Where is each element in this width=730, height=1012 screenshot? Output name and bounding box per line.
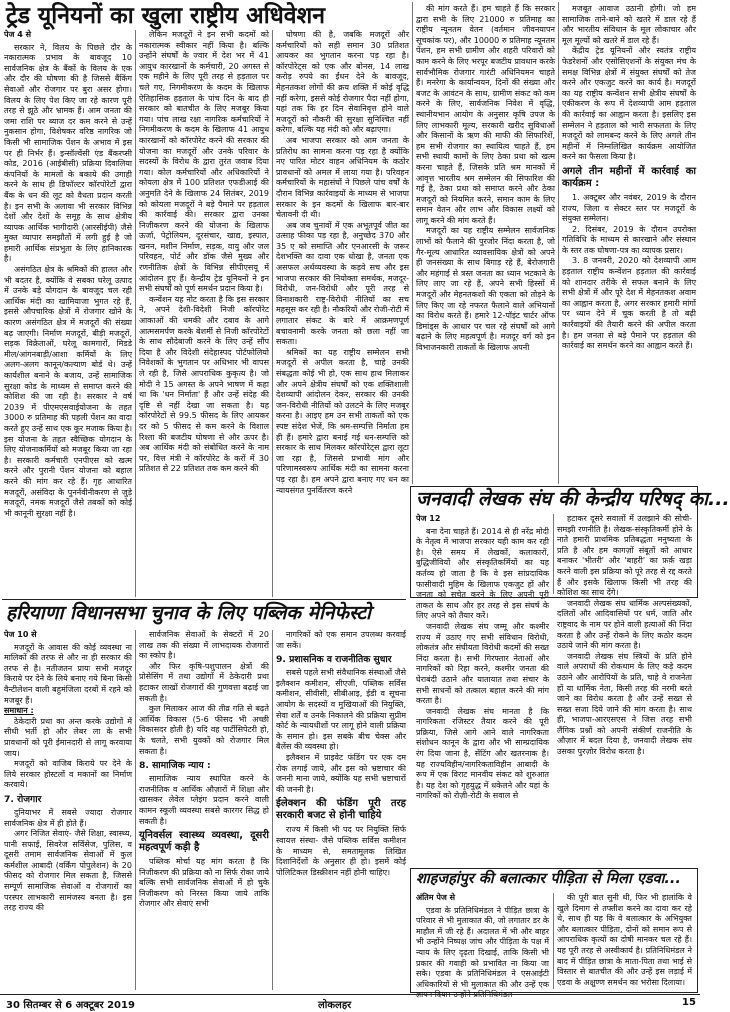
article3-c2-p2: और फिर कृषि-पशुपालन क्षेत्रों की प्रोसेसिंग में तथा उद्योगों में ठेकेदारी प्रथा हटाकर लाखों रोजगारों की गुणवत्ता बढ़ाई जा सकती है। <box>139 661 269 703</box>
article1-c3-p3: अब जब चुनावों में एक अभूतपूर्व जीत का उत्साह फीका पड़ रहा है, अनुच्छेद 370 और 35 ए को समाप्ति और एनआरसी के जरूर देशभक्ति का दावा एक धोखा है, जनता एक असफल अर्थव्यवस्था के कड़वे सच और इस भाजपा सरकार की नियोक्ता समर्थक, मजदूर-विरोधी, जन-विरोधी और पूरी तरह से विनाशकारी राष्ट्र-विरोधी नीतियों का सच महसूस कर रही है। नौकरियों और रोजी-रोटी में लगातार संकट के बारे में आक्रमणपूर्ण बचावनामी करके जनता को छला नहीं जा सकता। <box>276 220 409 347</box>
article2-c2-p2: जनवादी लेखक संघ धार्मिक अल्पसंख्यकों, दलितों और आदिवासियों पर धर्म, जाति और राष्ट्रवाद के नाम पर होने वाली हत्याओं की निंदा करता है और उन्हें रोकने के लिए कठोर कदम उठाये जाने की मांग करता है। <box>557 598 692 651</box>
article2-column-2 <box>557 514 692 757</box>
article1-column-5 <box>562 4 696 482</box>
footer-masthead: लोकलहर <box>318 1000 352 1011</box>
article2-column-1 <box>416 514 549 801</box>
article3-column-1 <box>4 630 132 990</box>
article3-c2-p4: सामाजिक न्याय स्थापित करने के राजनीतिक व आर्थिक औज़ारों में शिक्षा और खासकर लेवेल प्लेइंग प्रदान करने वाली कामन स्कूली व्यवस्था सबसे कारगर सिद्ध हो सकती है। <box>139 774 269 826</box>
article1-c2-p1: लेकिन मजदूरों ने इन सभी कदमों को नकारात्मक स्वीकार नहीं किया है। बल्कि उन्होंने संघर्षों के ज्वार में देश भर में 41 आयुध कारखानों के कर्मचारी, 20 अगस्त से एक महीने के लिए पूरी तरह से हड़ताल पर चले गए, निगमीकरण के कदम के खिलाफ ऐतिहासिक हड़ताल के पांच दिन के बाद ही सरकार को बातचीत के लिए मजबूर किया गया। पांच लाख रक्षा नागरिक कर्मचारियों ने निगमीकरण के कदम के खिलाफ 41 आयुध कारखानों को कॉरपोरेट करने की सरकार की योजना का मजदूरों और उनके परिवार के सदस्यों के विरोध के द्वारा तुरंत जवाब दिया गया। कोल कर्मचारियों और अधिकारियों ने कोयला क्षेत्र में 100 प्रतिशत एफडीआई की अनुमति देने के खिलाफ 24 सितंबर, 2019 को कोयला मजदूरों ने बड़े पैमाने पर हड़ताल की कार्रवाई की। सरकार द्वारा उनका निजीकरण करने की योजना के खिलाफ ऊर्जा, पेट्रोलियम, दूरसंचार, खाद्य, इस्पात, खनन, मशीन निर्माण, सड़क, वायु और जल परिवहन, पोर्ट और डॉक जैसे मुख्य और रणनीतिक क्षेत्रों के विभिन्न सीपीएसयू में आंदोलन हुए हैं। केन्द्रीय ट्रेड यूनियनों ने इन सभी संघर्षों को पूर्ण समर्थन प्रदान किया है। <box>139 30 269 294</box>
article3-c1-subhead-2: 7. रोजगार <box>4 793 42 805</box>
article3-headline: हरियाणा विधानसभा चुनाव के लिए पब्लिक मेनिफेस्टो <box>6 602 371 624</box>
footer-date: 30 सितम्बर से 6 अक्टूबर 2019 <box>6 1000 135 1011</box>
page-footer <box>0 994 700 1012</box>
article1-c3-p1: घोषणा की है, जबकि मजदूरों और कर्मचारियों को सही समान 30 प्रतिशत आयकर का भुगतान करना पड़ रहा है। कॉरपोरेट्स को एक और बोनस, 14 लाख करोड़ रुपये का ईंधन देने के बावजूद, मेहनतकश लोगों की क्रय शक्ति में कोई वृद्धि नहीं करेगा, इससे कोई रोजगार पैदा नहीं होगा, यहां तक कि हर दिन सेवानिवृत्त होने वाले मजदूरों को नौकरी की सुरक्षा सुनिश्चित नहीं करेगा, बल्कि यह मंदी को और बढ़ाएगा। <box>276 30 409 135</box>
article3-column-3 <box>276 630 406 990</box>
column-divider <box>412 2 413 484</box>
article1-c2-p2: कन्वेंशन यह नोट करता है कि इस सरकार ने, अपने देशी-विदेशी निजी कॉरपोरेट आकाओं की धमकी और दबाव के आगे आत्मसमर्पण करके बेशर्मी से निजी कॉरपोरेटों के साथ सौदेबाजी करने के लिए उन्हें सौंप दिया है और विदेशी संदेहास्पद पोर्टफोलियो निवेशकों के भुगतान पर अधिभार भी वापस ले रही है, जिसे आपराधिक कुकृत्य है। जो मोदी ने 15 अगस्त के अपने भाषण में कहा था कि 'धन निर्माता' हैं और उन्हें संदेह की दृष्टि से नहीं देखा जा सकता है। यह कॉरपोरेटों से 99.5 फीसद के लिए आयकर दर को 5 फीसद से कम करने के विशाल रिश्ता की बजटीय घोषणा से और ऊपर है। अब आर्थिक मंदी को संबोधित करने के नाम पर, वित्त मंत्री ने कॉरपोरेट के करों में 30 प्रतिशत से 22 प्रतिशत तक कम करने की <box>139 294 269 474</box>
article1-column-2 <box>139 30 269 597</box>
article3-c1-p5: अगर निजित सेवाएं- जैसे शिक्षा, स्वास्थ्य, पानी सफाई, सिवरेज सर्विसेज, पुलिस, व दूसरी तमाम सार्वजनिक सेवाओं में कुल कर्मशील आबादी (वर्किंग पोपुलेशन) के 20 फीसद को रोजगार मिल सकता है, जिससे सम्पूर्ण सामाजिक सेवाओं व रोजगारों का परस्पर लाभकारी सामंजस्य बनता है। इस तरह राज्य की <box>4 829 132 913</box>
article3-c2-kicker: यूनिवर्सल स्वास्थ्य व्यवस्था, दूसरी महत्वपूर्ण कड़ी है <box>139 830 269 854</box>
article4-headline: शाहजहांपुर की बलात्कार पीड़िता से मिला एडवा... <box>416 871 681 887</box>
article2-c2-p3: जनवादी लेखक संघ स्त्रियों के प्रति होने वाले अपराधों की रोकथाम के लिए कड़े कदम उठाने और आरोपियों के प्रति, चाहे वे राजनेता हों या धार्मिक नेता, किसी तरह की नरमी बरते जाने का विरोध करता है और उन्हें सख्त से सख्त सजा दिये जाने की मांग करता है। साथ ही, भाजपा-आरएसएस ने जिस तरह सभी लैंगिक प्रश्नों को अपनी संकीर्ण राजनीति के औज़ार में बदल दिया है, जनवादी लेखक संघ उसका पुरज़ोर विरोध करता है। <box>557 651 692 757</box>
footer-page-number: 15 <box>682 997 696 1008</box>
article1-c5-p1: मजबूत आवाज उठानी होगी। जो हम सामाजिक ताने-बाने को खतरे में डाल रहे हैं और भारतीय संविधान के मूल लोकाचार और मूल मूल्यों को खतरे में डाल रहे हैं। <box>562 4 696 45</box>
article1-column-3 <box>276 30 409 597</box>
article3-dateline: पेज 10 से <box>4 630 37 639</box>
article3-c3-kicker: ईलेक्शन की फंडिंग पूरी तरह सरकारी बजट से होनी चाहिये <box>276 798 406 822</box>
article1-column-4 <box>416 4 555 482</box>
article4-c2-p1: की पूरी बात सुनी थी, फिर भी हालांकि वे खुले दिमाग से तफ्तीश करने का दावा कर रहे थे, साथ ही यह कि वे बलात्कार के अभियुक्त और बलात्कार पीड़िता, दोनों को समान रूप से आपराधिक कृत्यों का दोषी मानकर चल रहे हैं। यह पूरी तरह से अस्वीकार्य है। प्रतिनिधिमंडल ने बाद में पीड़ित छात्रा के माता-पिता तथा भाई से विस्तार से बातचीत की और उन्हें इस लड़ाई में एडवा के अक्षुण्ण समर्थन का भरोसा दिलाया। <box>557 893 692 987</box>
article3-c3-p1: नागरिकों को एक समान उपलब्ध करवाई जा सकें। <box>276 630 406 650</box>
column-divider <box>558 2 559 484</box>
programme-heading: अगले तीन महीनों में कार्रवाई का कार्यक्रम : <box>562 165 696 189</box>
article1-c3-p2: अब भाजपा सरकार को आम जनता के प्रतिरोध का सामना करना पड़ रहा है क्योंकि नए पारित मोटर वाहन अधिनियम के कठोर प्रावधानों को अमल में लाया गया है। परिवहन कर्मचारियों के महासंघों ने पिछले पांच वर्षों के दौरान विभिन्न कार्रवाइयों के माध्यम से भाजपा सरकार के इन कदमों के खिलाफ बार-बार चेतावनी दी थी। <box>276 135 409 220</box>
article2-headline: जनवादी लेखक संघ की केन्द्रीय परिषद् का... <box>416 488 730 510</box>
article1-c4-p2: मजदूरों का यह राष्ट्रीय सम्मेलन सार्वजनिक लाभों को फैलाने की पुरजोर निंदा करता है, जो गैर-मूल्य आधारित व्यावसायिक क्षेत्रों को अपने ही जनसंख्या के साथ बिगाड़ रहे हैं, बेरोजगारी और महंगाई से त्रस्त जनता का ध्यान भटकाने के लिए लाए जा रहे हैं, अपने सभी हिस्सों में मजदूरों और मेहनतकशों की एकता को तोड़ने के लिए किए जा रहे नफरत फैलाने वाले अभियानों का विरोध करते हैं। हमारे 12-पॉइंट चार्टर ऑफ डिमांड्स के आधार पर चल रहे संघर्षों को आगे बढ़ाने के लिए महत्वपूर्ण है। मजदूर वर्ग को इन विभाजनकारी ताकतों के खिलाफ अपनी <box>416 226 555 352</box>
programme-item-2: 2. दिसंबर, 2019 के दौरान उपरोक्त गतिविधि के माध्यम से कारखाने और संस्थान के स्तर तक घोषणा-पत्र का व्यापक प्रसार। <box>562 224 696 255</box>
article3-c3-p4: राज्य में किसी भी पद पर नियुक्ति सिर्फ स्वायत्त संस्था- जैसे पब्लिक सर्विस कमीशन के माध्यम से, समतामूलक लिखित दिशानिर्देशों के अनुसार ही हो। इसमें कोई पोलिटिकल डिस्क्रीशन नहीं होनी चाहिए। <box>276 825 406 877</box>
column-divider <box>553 893 554 989</box>
programme-item-3: 3. 8 जनवरी, 2020 को देशव्यापी आम हड़ताल राष्ट्रीय कन्वेंशन हड़ताल की कार्रवाई को शानदार तरीके से सफल बनाने के लिए सभी क्षेत्रों में और पूरे देश में मेहनतकश अवाम का आह्वान करता है, अगर सरकार हमारी मांगों पर ध्यान देने में चूक करती है तो बढ़ी कार्रवाइयों की तैयारी करने की अपील करता है। हम जनता से बड़े पैमाने पर हड़ताल की कार्रवाई का समर्थन करने का आह्वान करते हैं। <box>562 256 696 351</box>
article3-c3-p2: सबसे पहले सभी संवैधानिक संस्थाओं जैसे इलैक्शन कमीशन, सीएजी, पब्लिक सर्विस कमीशन, सीवीसी, सीबीआइ, ईडी व सूचना आयोग के सदस्यों व मुखियाओं की नियुक्ति, सेवा शर्तें व उनके निकालने की प्रक्रिया सुप्रीम कोर्ट के न्यायधीशों पर लागू होने वाली प्रक्रिया के समान हो। इस सबके बीच चेक्स और बैलेंस की व्यवस्था हो। <box>276 668 406 752</box>
article3-c2-p1: सार्वजनिक सेवाओं के सेक्टरों में 20 लाख तक की संख्या में लाभदायक रोजगारों का स्कोप है। <box>139 630 269 661</box>
column-divider <box>135 630 136 990</box>
programme-item-1: 1. अक्टूबर और नवंबर, 2019 के दौरान राज्य, जिला व सेक्टर स्तर पर मजदूरों के संयुक्त सम्मेलन। <box>562 192 696 224</box>
article1-c4-p1: की मांग करते हैं। हम चाहते हैं कि सरकार द्वारा सभी के लिए 21000 रु प्रतिमाह का राष्ट्रीय न्यूनतम वेतन (वर्तमान जीवनयापन सूचकांक पर), और 10000 रु प्रतिमाह न्यूनतम पेंशन, हम सभी ग्रामीण और शहरी परिवारों को काम करने के लिए भरपूर बजटीय प्रावधान करके सार्वभौमिक रोजगार गारंटी अधिनियमन चाहते हैं। मनरेगा के कार्यान्वयन, दिनों की संख्या और बजट के आवंटन के साथ, ग्रामीण संकट को कम करने के लिए, सार्वजनिक निवेश में वृद्धि, स्थानीयभान आयोग के अनुसार कृषि उपज के लिए लाभकारी मूल्य, सरकारी खरीद सुविधाओं और किसानों के ऋण की माफी की सिफारिशें, हम सभी रोजगार का स्थायित्व चाहते हैं, हम सभी स्थायी कामों के लिए ठेका प्रथा को खत्म करना चाहते हैं, जिसके प्रति श्रम मानकों में आवृत्त भारतीय श्रम सम्मेलन की सिफारिश की गई है, ठेका प्रथा को समाप्त करने और ठेका मजदूरों को नियमित करने, समान काम के लिए समान वेतन और लाभ और विकास लक्ष्यों को लागू करने की मांग करते हैं। <box>416 4 555 225</box>
article2-c1-p1: बना देना चाहते हैं। 2014 से ही नरेंद्र मोदी के नेतृत्व में भाजपा सरकार यही काम कर रही है। ऐसे समय में लेखकों, कलाकारों, बुद्धिजीवियों और संस्कृतिकर्मियों का यह कर्तव्य हो जाता है कि वे इस सांप्रदायिक फासीवादी मुहिम के खिलाफ एकजुट हों और जनता को सचेत करने के लिए अपनी पूरी ताकत के साथ और हर तरह से इस संघर्ष के लिए अपने को तैयार करें। <box>416 526 549 621</box>
article4-column-1 <box>416 893 549 1000</box>
article1-headline: ट्रेड यूनियनों का खुला राष्ट्रीय अधिवेशन <box>6 3 326 29</box>
article3-column-2 <box>139 630 269 990</box>
article1-column-1 <box>4 30 132 597</box>
article1-c5-p2: केंद्रीय ट्रेड यूनियनों और स्वतंत्र राष्ट्रीय फेडरेशनों और एसोसिएशनों के संयुक्त मंच के समक्ष विभिन्न क्षेत्रों में संयुक्त संघर्षों को तेज करने और एकजुट करने का कार्य है। मजदूरों का यह राष्ट्रीय कन्वेंशन सभी क्षेत्रीय संघर्षों के एकीकरण के रूप में देशव्यापी आम हड़ताल की कार्रवाई का आह्वान करता है। इसलिए इस सम्मेलन ने हड़ताल को भारी सफलता के लिए मजदूरों को लामबन्द करने के लिए अगले तीन महीनों में निम्नलिखित कार्यक्रम आयोजित करने का फैसला किया है। <box>562 46 696 162</box>
section-divider <box>2 599 406 600</box>
article3-c2-p3: कुल मिलाकर आज की तीव्र गति से बढ़ते आर्थिक विकास (5-6 फीसद भी अच्छी विकासदर होती है) यदि वह पार्टीसिपेटरी हो, के चलते, सभी युवकों को रोजगार मिल सकता है। <box>139 704 269 756</box>
article4-column-2 <box>557 893 692 989</box>
article1-c1-p2: असंगठित क्षेत्र के श्रमिकों की हालत और भी बदतर है, क्योंकि वे सबका घरेलू उत्पाद में उनके बड़े योगदान के बावजूद चल रही आर्थिक मंदी का खामियाजा भुगत रहे हैं, इससे औपचारिक क्षेत्रों में रोजगार खोने के कारण असंगठित क्षेत्र में मजदूरों की संख्या बढ़ जाएगी। निर्माण मजदूरों, बीड़ी मजदूरों, सड़क विक्रेताओं, घरेलू कामगारों, मिडडे मील/आंगनबाड़ी/आशा कर्मियों के लिए अलग-अलग कानून/कल्याण बोर्ड थे। उन्हें कार्यशील बनाने के बजाय, उन्हें सामाजिक सुरक्षा कोड के माध्यम से समाप्त करने की कोशिश की जा रही है। सरकार ने वर्ष 2039 में पीएमएसवाईयोजना के तहत 3000 रु प्रतिमाह की पहली पेंशन का वादा करते हुए उन्हें साथ एक कूर मजाक किया है। इस योजना के तहत स्वैच्छिक योगदान के लिए योजनाकर्मियों को मजबूर किया जा रहा है। सरकारी कर्मचारी एनपीएस को खत्म करने और पुरानी पेंशन योजना को बहाल करने की मांग कर रहे हैं। गृह आधारित मजदूरों, असंविदा के पुनर्नवीनीकरण से जुड़े मजदूरों, नमक मजदूरों जैसे तबकों को कोई भी कानूनी सुरक्षा नहीं है। <box>4 265 132 518</box>
article1-c3-p4: श्रमिकों का यह राष्ट्रीय सम्मेलन सभी मजदूरों से अपील करता है, चाहे उनकी संबद्धता कोई भी हो, एक साथ हाथ मिलाकर और अपने क्षेत्रीय संघर्षों को एक शक्तिशाली देशव्यापी आंदोलन देकर, सरकार की उनकी जन-विरोधी नीतियों को उलटने के लिए मजबूर करना है। आइए हम उन सभी ताकतों को एक स्पष्ट संदेश भेजें, कि श्रम-सम्पत्ति निर्माता हम ही हैं। हमारे द्वारा बनाई गई धन-सम्पत्ति को सरकार के साथ मिलकर कॉरपोरेट्स द्वारा लूटा जा रहा है, जिससे प्रभावी मांग और परिणामस्वरूप आर्थिक मंदी का सामना करना पड़ रहा है। हम अपने द्वारा बनाए गए धन का न्यायसंगत पुनर्वितरण करने <box>276 347 409 495</box>
article3-c2-p5: पब्लिक मोर्चा यह मांग करता है कि निजीकरण की प्रक्रिया को ना सिर्फ रोका जाये बल्कि सभी सार्वजनिक सेवाओं में हो चुके निजीकरण को निरस्त किया जाये ताकि रोजगार और सेवाएं सभी <box>139 857 269 909</box>
article3-c1-p1: मजदूरों के आवास की कोई व्यवस्था ना मालिकों की तरफ से और ना ही सरकार की तरफ से है। नतीजतन प्रायः सभी मजदूर किराये पर देने के लिये बनाए गये बिना किसी वैन्टीलेशन वाली बहुमंजिला दरबों में रहने को मजबूर हैं। <box>4 642 132 705</box>
article2-c1-p2: जनवादी लेखक संघ जम्मू और कश्मीर राज्य में उठाए गए सभी संविधान विरोधी, लोकतंत्र और संघीयता विरोधी कदमों की सख्त निंदा करता है। सभी गिरफ्तार नेताओं और नागरिकों को रिहा करने, कश्मीर जनता की घेराबंदी उठाने और यातायात तथा संचार के सभी साधनों को तत्काल बहाल करने की मांग करता है। <box>416 621 549 706</box>
article2-c2-p1: हटाकर दूसरे सवालों में उलझाने की सोची-समझी रणनीति है। लेखक-संस्कृतिकर्मी होने के नाते हमारी प्राथमिक प्रतिबद्धता मनुष्यता के प्रति है और हम कागज़ों संबूतों को आधार बनाकर 'भीतरी' और 'बाहरी' का फ़र्क़ खड़ा करने वाली इस प्रक्रिया को पूरे तरह से रद्द करते हैं और इसके खिलाफ किसी भी तरह की कोशिश का साथ देंगे। <box>557 514 692 598</box>
article3-c2-subhead: 8. सामाजिक न्याय : <box>139 760 211 772</box>
article3-c3-p3: इलैक्शन में प्राइवेट फंडिंग पर एक दम रोक लगाई जाये, और इस को भ्रष्टाचार की जननी माना जाये, क्योंकि यह सभी भ्रष्टाचारों की जननी है। <box>276 752 406 794</box>
column-divider <box>135 30 136 597</box>
column-divider <box>272 30 273 597</box>
article1-c1-p1: सरकार ने, विलय के पिछले दौर के नकारात्मक प्रभाव के बावजूद 10 सार्वजनिक क्षेत्र के बैंकों के विलय के एक और दौर की घोषणा की है जिससे बैंकिंग सेवाओं और रोजगार पर बुरा असर होगा। विलय के लिए पेश किए जा रहे कारण पूरी तरह से झूठे और भ्रामक हैं। आम जनता की जमा राशि पर ब्याज दर कम करने से उन्हें नुकसान होगा, विशेषकर वरिष्ठ नागरिक जो किसी भी सामाजिक पेंशन के अभाव में इस पर ही निर्भर हैं। इन्सॉल्वेंसी एंड बैंकरप्सी कोड, 2016 (आईबीसी) प्रक्रिया दिवालिया कंपनियों के मामलों के बकाये की उगाही करने के साथ ही डिफॉल्टर कॉरपोरेटों द्वारा बैंक के धन की लूट को वैधता प्रदान करती है। इन सभी के अलावा भी सरकार विभिन्न देशों और देशों के समूह के साथ क्षेत्रीय व्यापक आर्थिक भागीदारी (आरसीईपी) जैसे मुक्त व्यापार समझौतों में लगी हुई है जो हमारी आर्थिक संप्रभुता के लिए हानिकारक है। <box>4 42 132 264</box>
article3-c1-p4: दुनियाभर में सबसे ज्यादा रोजगार सार्वजनिक क्षेत्र में ही होते हैं। <box>4 807 132 828</box>
article2-c1-p3: जनवादी लेखक संघ मानता है कि नागरिकता रजिस्टर तैयार करने की पूरी प्रक्रिया, जिसे आगे आने वाले नागरिकता संशोधन कानून के द्वारा और भी साम्प्रदायिक रंग दिया जाना है, सेंटिंग और खतरनाक है। यह राज्यविहीन/नागरिकताविहीन आबादी के रूप में एक विराट मानवीय संकट को शुरुआत है। यह देश को गृहयुद्ध में धकेलने और यहां के नागरिकों को रोज़ी-रोटी के सवाल से <box>416 706 549 801</box>
article4-c1-p1: एडवा के प्रतिनिधिमंडल ने पीड़ित छात्रा के परिवार से भी मुलाकात की, जो लगातार डर के माहौल में जी रहे हैं। अदालत में भी और बाहर भी उन्होंने निष्पक्ष जांच और पीड़िता के पक्ष में न्याय के लिए दृढ़ता दिखाई, ताकि किसी भी प्रकार की गवाही को प्रभावित ना किया जा सके। एडवा के प्रतिनिधिमंडल ने एसआईटी अधिकारियों से भी मुलाकात की और उन्हें एक ज्ञापन दिया। उन्होंने प्रतिनिधिमंडल <box>416 905 549 1000</box>
article1-dateline: पेज 4 से <box>4 30 32 39</box>
article2-dateline: पेज 12 <box>416 514 441 523</box>
column-divider <box>272 630 273 990</box>
article3-c1-subhead: समाधान : <box>4 706 34 716</box>
article3-c1-p2: ठेकेदारी प्रथा का अन्त करके उद्योगों में सीधी भर्ती हो और लेबर ला के सभी प्रावधानों को पूरी ईमानदारी से लागू करवाया जाय। <box>4 716 132 758</box>
column-divider <box>553 514 554 594</box>
article3-c3-subhead: 9. प्रशासनिक व राजनीतिक सुधार <box>276 654 392 666</box>
article4-dateline: अंतिम पेज से <box>416 893 455 902</box>
article3-c1-p3: मजदूरों को वाजिब किराये पर देने के लिये सरकार होस्टलों व मकानों का निर्माण करवाये। <box>4 759 132 790</box>
